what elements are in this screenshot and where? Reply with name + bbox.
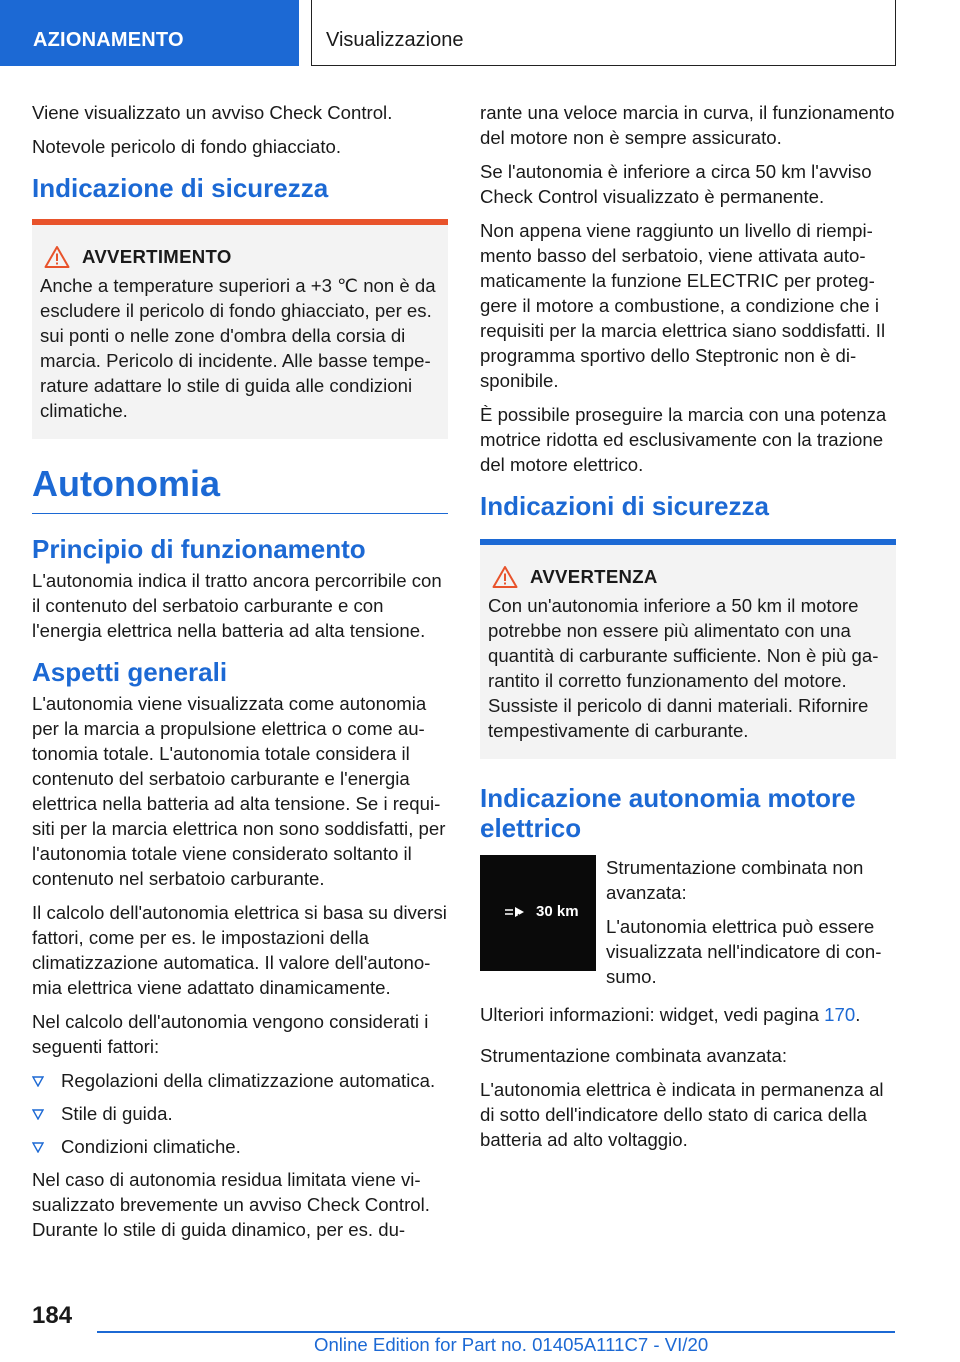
header-section-tab: AZIONAMENTO (0, 0, 299, 66)
range-display-figure (480, 855, 596, 971)
paragraph: Se l'autonomia è inferiore a circa 50 km l'avviso Check Control visualizzato è permanente. (480, 161, 872, 207)
figure-caption (606, 855, 896, 998)
figure-row (480, 855, 896, 998)
page-link[interactable]: 170 (824, 1004, 856, 1025)
header-chapter-title: Visualizzazione (311, 0, 896, 66)
warning-title: AVVERTENZA (530, 566, 658, 587)
list-item-text: Stile di guida. (61, 1103, 173, 1124)
warning-title: AVVERTIMENTO (82, 246, 232, 267)
list-item-text: Regolazioni della climatizzazione automatica. (61, 1070, 436, 1091)
paragraph: Strumentazione combinata non avanzata: (606, 857, 864, 903)
paragraph: L'autonomia elettrica può essere visualizzata nell'indicatore di consumo. (606, 916, 882, 987)
paragraph: Non appena viene raggiunto un livello di riempimento basso del serbatoio, viene attivata automaticamente la funzione ELECTRIC per proteggere il motore a combustione, a condizione che i requisiti per la marcia elettrica siano soddisfatti. Il programma sportivo dello Steptronic non è disponibile. (480, 220, 886, 391)
warning-triangle-icon (492, 565, 518, 589)
paragraph: Il calcolo dell'autonomia elettrica si basa su diversi fattori, come per es. le impostazioni della climatizzazione automatica. Il valore dell'autonomia elettrica viene adattato dinamicamente. (32, 902, 447, 998)
right-column (480, 100, 896, 1161)
warning-header (40, 245, 440, 269)
warning-box (32, 219, 448, 439)
triangle-bullet-icon (32, 1142, 44, 1153)
paragraph: L'autonomia indica il tratto ancora percorribile con il contenuto del serbatoio carburante e con l'energia elettrica nella batteria ad alta tensione. (32, 570, 442, 641)
heading-aspetti: Aspetti generali (32, 657, 228, 687)
paragraph: Nel caso di autonomia residua limitata viene visualizzato brevemente un avviso Check Control. Durante lo stile di guida dinamico, per es. du- (32, 1169, 430, 1240)
page-number: 184 (32, 1302, 73, 1329)
range-value: 30 km (536, 903, 579, 920)
triangle-bullet-icon (32, 1076, 44, 1087)
footer-divider (97, 1331, 895, 1333)
paragraph: rante una veloce marcia in curva, il funzionamento del motore non è sempre assicurato. (480, 102, 895, 148)
paragraph: Strumentazione combinata avanzata: (480, 1045, 787, 1066)
list-item (32, 1134, 448, 1159)
electric-arrow-icon (504, 905, 526, 919)
list-item-text: Condizioni climatiche. (61, 1136, 241, 1157)
list-item (32, 1068, 448, 1093)
list-item (32, 1101, 448, 1126)
paragraph: L'autonomia elettrica è indicata in permanenza al di sotto dell'indicatore dello stato di carica della batteria ad alto voltaggio. (480, 1079, 884, 1150)
warning-triangle-icon (44, 245, 70, 269)
triangle-bullet-icon (32, 1109, 44, 1120)
warning-text: Anche a temperature superiori a +3 ℃ non è da escludere il pericolo di fondo ghiacciato, per es. sui ponti o nelle zone d'ombra della corsia di marcia. Pericolo di incidente. Alle basse temperature adattare lo stile di guida alle condizioni climatiche. (40, 275, 436, 421)
text: . (855, 1004, 861, 1025)
paragraph: Nel calcolo dell'autonomia vengono considerati i seguenti fattori: (32, 1011, 429, 1057)
heading-autonomia: Autonomia (32, 463, 448, 514)
heading-principio: Principio di funzionamento (32, 534, 366, 564)
warning-text: Con un'autonomia inferiore a 50 km il motore potrebbe non essere più alimentato con una quantità di carburante sufficiente. Non è più garantito il corretto funzionamento del motore. Sussiste il pericolo di danni materiali. Rifornire tempestivamente di carburante. (488, 595, 879, 741)
paragraph: L'autonomia viene visualizzata come autonomia per la marcia a propulsione elettrica o come autonomia totale. L'autonomia totale considera il contenuto del serbatoio carburante e l'energia elettrica nella batteria ad alta tensione. Se i requisiti per la marcia elettrica non sono soddisfatti, per l'autonomia totale viene considerato soltanto il contenuto nel serbatoio carburante. (32, 693, 446, 889)
left-column (32, 100, 448, 1251)
bullet-list (32, 1068, 448, 1159)
footer-edition: Online Edition for Part no. 01405A111C7 - VI/20 (314, 1334, 709, 1355)
heading-safety: Indicazione di sicurezza (32, 173, 329, 203)
text: Ulteriori informazioni: widget, vedi pagina (480, 1004, 825, 1025)
heading-range-display: Indicazione autonomia motore elettrico (480, 783, 856, 843)
paragraph (480, 1002, 896, 1027)
warning-box (480, 539, 896, 759)
warning-header (488, 565, 888, 589)
paragraph: Notevole pericolo di fondo ghiacciato. (32, 136, 342, 157)
paragraph: È possibile proseguire la marcia con una potenza motrice ridotta ed esclusivamente con la trazione del motore elettrico. (480, 404, 887, 475)
heading-safety-notes: Indicazioni di sicurezza (480, 491, 769, 521)
paragraph: Viene visualizzato un avviso Check Control. (32, 102, 393, 123)
